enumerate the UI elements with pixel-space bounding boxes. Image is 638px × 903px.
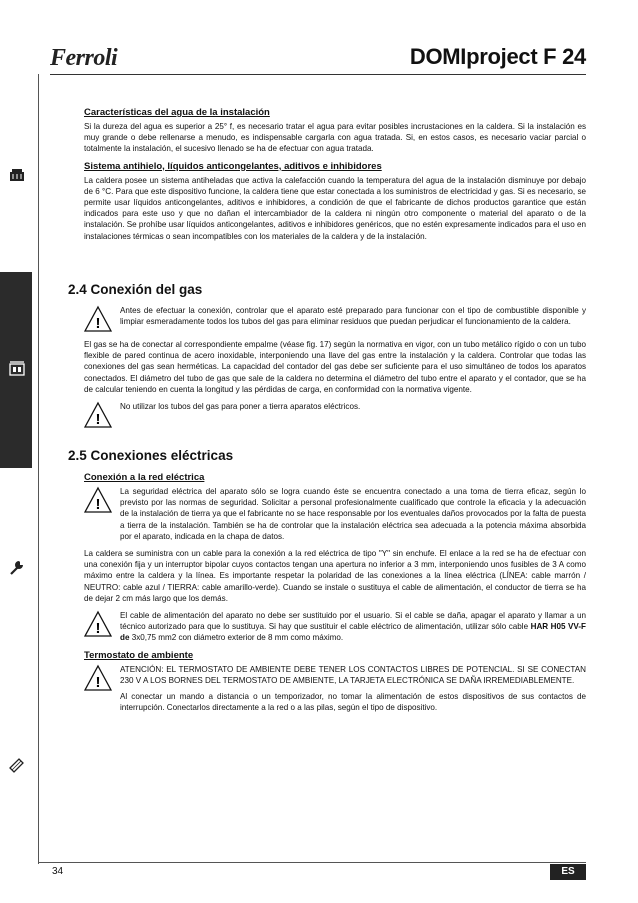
installer-icon (8, 360, 26, 378)
subheading-antifreeze: Sistema antihielo, líquidos anticongelantes, aditivos e inhibidores (84, 160, 382, 172)
warning-gas-1-text: Antes de efectuar la conexión, controlar que el aparato esté preparado para funcionar con el tipo de combustible disponible y limpiar esmeradamente todos los tubos del gas para eliminar residuos que puedan perjudicar el funcionamiento de la caldera. (120, 306, 586, 327)
user-icon (8, 166, 26, 184)
tab-user (0, 74, 32, 269)
warning-icon (84, 401, 112, 429)
warning-thermostat-text (120, 664, 586, 714)
warning-elec-2-text-a: El cable de alimentación del aparato no debe ser sustituido por el usuario. Si el cable se daña, apagar el aparato y llamar a un técnico autorizado para que lo sustituya. Si hay que sustituir el cable eléctrico de alimentación, utilizar sólo cable (120, 611, 586, 632)
paragraph-antifreeze: La caldera posee un sistema antiheladas que activa la calefacción cuando la temperatura del agua de la instalación disminuye por debajo de 6 °C. Para que este dispositivo funcione, la caldera tiene que estar conectada a los suministros de electricidad y gas. Si es necesario, se permite usar líquidos anticongelantes, aditivos e inhibidores, a condición de que el fabricante de dichos productos garantice que están indicados para este uso y que no dañan el intercambiador de la caldera ni ningún otro componente o material del aparato o de la instalación. Se prohíbe usar líquidos anticongelantes, aditivos e inhibidores genéricos, que no estén expresamente indicados para el uso en instalaciones térmicas o sean incompatibles con los materiales de la caldera y de la instalación. (84, 175, 586, 241)
warning-icon (84, 305, 112, 333)
thermostat-warning: ATENCIÓN: EL TERMOSTATO DE AMBIENTE DEBE TENER LOS CONTACTOS LIBRES DE POTENCIAL. SI SE CONECTAN 230 V A LOS BORNES DEL TERMOSTATO DE AMBIENTE, LA TARJETA ELECTRÓNICA SE DAÑA IRREMEDIABLEMENTE. (120, 664, 586, 685)
warning-icon (84, 486, 112, 514)
subheading-water: Características del agua de la instalación (84, 107, 270, 118)
warning-elec-1 (84, 486, 586, 542)
svg-text:!: ! (95, 496, 101, 513)
heading-electrical: 2.5 Conexiones eléctricas (68, 448, 234, 463)
svg-text:!: ! (95, 673, 101, 691)
warning-icon (84, 664, 112, 692)
paragraph-water: Si la dureza del agua es superior a 25° f, es necesario tratar el agua para evitar posibles incrustaciones en la caldera. Si la instalación es muy grande o debe rellenarse a menudo, es indispensable cargarla con agua tratada. Si, en estos casos, es necesario vaciar parcial o totalmente la instalación, el sucesivo llenado se ha de efectuar con agua tratada. (84, 122, 586, 154)
warning-elec-1-text: La seguridad eléctrica del aparato sólo se logra cuando éste se encuentra conectado a una toma de tierra eficaz, según lo previsto por las normas de seguridad. Solicitar a personal profesionalmente cualificado que controle la eficacia y la adecuación de la instalación de tierra ya que el fabricante no se hace responsable por los eventuales daños provocados por la falta de puesta a tierra de la instalación. También se ha de controlar que la instalación eléctrica sea adecuada a la potencia máxima absorbida por el aparato, indicada en la chapa de datos. (120, 487, 586, 541)
warning-elec-2 (84, 610, 586, 644)
thermostat-note: Al conectar un mando a distancia o un temporizador, no tomar la alimentación de estos dispositivos de sus contactos de interrupción. Conectarlos directamente a la red o a las pilas, según el tipo de dispositivo. (120, 692, 586, 713)
heading-gas: 2.4 Conexión del gas (68, 282, 203, 297)
header-divider (50, 74, 586, 75)
cable-spec: HAR H05 VV-F de (120, 622, 586, 643)
svg-text:!: ! (95, 620, 101, 638)
page-number: 34 (52, 866, 64, 877)
paragraph-elec: La caldera se suministra con un cable para la conexión a la red eléctrica de tipo "Y" sin enchufe. El enlace a la red se ha de efectuar con una conexión fija y un interruptor bipolar cuyos contactos tengan una apertura no inferior a 3 mm, interponiendo unos fusibles de 3 A como máximo entre la caldera y la línea. Es importante respetar la polaridad de las conexiones a la línea eléctrica (LÍNEA: cable marrón / NEUTRO: cable azul / TIERRA: cable amarillo-verde). Cuando se instale o sustituya el cable de alimentación, el conductor de tierra se ha de dejar 2 cm más largo que los demás. (84, 549, 586, 603)
tab-service (0, 470, 32, 666)
brand-logo: Ferroli (50, 45, 118, 71)
svg-text:!: ! (95, 315, 101, 332)
warning-elec-2-text (120, 610, 586, 644)
paragraph-gas: El gas se ha de conectar al correspondiente empalme (véase fig. 17) según la normativa en vigor, con un tubo metálico rígido o con un tubo flexible de pared continua de acero inoxidable, interponiendo una llave del gas entre la instalación y la caldera. Controlar que todas las conexiones del gas sean herméticas. La capacidad del contador del gas debe ser suficiente para el uso simultáneo de todos los aparatos conectados. El diámetro del tubo de gas que sale de la caldera no determina el diámetro del tubo entre el aparato y el contador, que se ha de calcular teniendo en cuenta la longitud y las pérdidas de carga, en conformidad con la normativa vigente. (84, 340, 586, 394)
section-electrical (84, 472, 586, 719)
tab-notes (0, 668, 32, 862)
subheading-mains: Conexión a la red eléctrica (84, 472, 205, 483)
svg-text:!: ! (95, 411, 101, 429)
subheading-thermostat: Termostato de ambiente (84, 649, 194, 661)
document-title: DOMIproject F 24 (409, 44, 586, 69)
section-water (84, 107, 586, 248)
warning-elec-2-text-b: 3x0,75 mm2 con diámetro exterior de 8 mm como máximo. (129, 633, 344, 643)
warning-icon (84, 610, 112, 638)
warning-gas-1 (84, 305, 586, 333)
margin-divider (38, 74, 39, 864)
service-icon (8, 558, 26, 576)
section-gas (84, 305, 586, 435)
warning-gas-2-text: No utilizar los tubos del gas para poner a tierra aparatos eléctricos. (120, 402, 361, 412)
warning-thermostat (84, 664, 586, 714)
tab-installer (0, 272, 32, 468)
footer-divider (38, 862, 586, 863)
language-badge: ES (550, 864, 586, 880)
notes-icon (8, 756, 26, 774)
warning-gas-2 (84, 401, 586, 429)
